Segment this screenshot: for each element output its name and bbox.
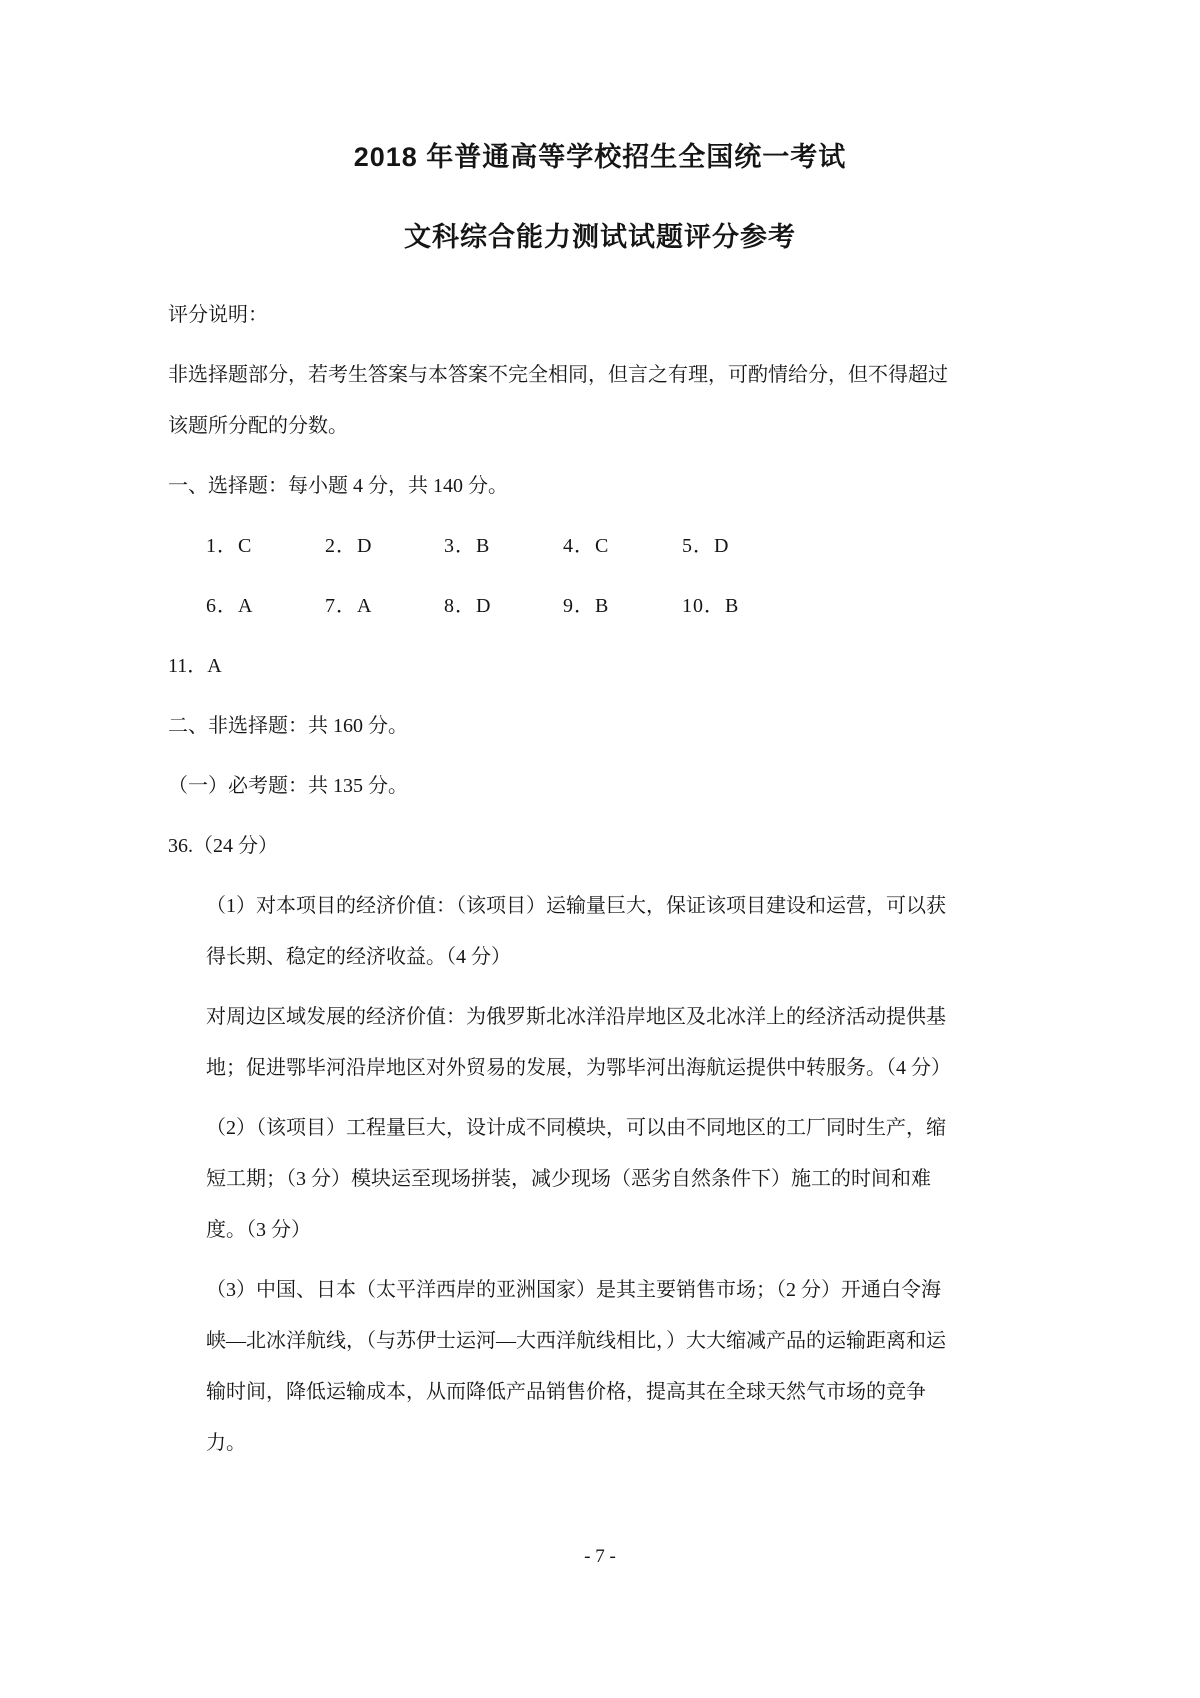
answer-line: 得长期、稳定的经济收益。（4 分）: [206, 946, 511, 968]
document-title-line1: 2018 年普通高等学校招生全国统一考试: [353, 142, 847, 172]
page-number: - 7 -: [584, 1546, 616, 1567]
section2-heading: 二、非选择题：共 160 分。: [168, 715, 408, 737]
mcq-answer-2: 2．D: [325, 535, 373, 557]
mcq-answer-7: 7．A: [325, 595, 373, 617]
answer-line: 力。: [206, 1432, 246, 1454]
scoring-note-heading: 评分说明：: [168, 304, 268, 326]
mcq-answer-3: 3．B: [444, 535, 491, 557]
mcq-answer-9: 9．B: [563, 595, 610, 617]
mcq-answer-11: 11．A: [168, 655, 222, 677]
mcq-answer-4: 4．C: [563, 535, 610, 557]
scoring-note-line: 非选择题部分，若考生答案与本答案不完全相同，但言之有理，可酌情给分，但不得超过: [168, 364, 948, 386]
mcq-answers-row-1: [168, 521, 1032, 572]
mcq-answers-row-2: [168, 581, 1032, 632]
question36-answer-3: [168, 1265, 1032, 1469]
answer-line: 度。（3 分）: [206, 1219, 311, 1241]
mcq-answer-10: 10．B: [682, 595, 740, 617]
answer-line: 输时间，降低运输成本，从而降低产品销售价格，提高其在全球天然气市场的竞争: [206, 1381, 926, 1403]
question36-answer-2: [168, 1103, 1032, 1256]
answer-line: 地；促进鄂毕河沿岸地区对外贸易的发展，为鄂毕河出海航运提供中转服务。（4 分）: [206, 1057, 951, 1079]
answer-line: （1）对本项目的经济价值：（该项目）运输量巨大，保证该项目建设和运营，可以获: [206, 895, 946, 917]
mcq-answer-1: 1．C: [206, 535, 253, 557]
section2-sub-heading: （一）必考题：共 135 分。: [168, 775, 408, 797]
section1-heading: 一、选择题：每小题 4 分，共 140 分。: [168, 475, 508, 497]
answer-line: （3）中国、日本（太平洋西岸的亚洲国家）是其主要销售市场；（2 分）开通白令海: [206, 1279, 941, 1301]
document-title-line2: 文科综合能力测试试题评分参考: [404, 222, 796, 252]
mcq-answer-8: 8．D: [444, 595, 492, 617]
question36-answer-1a: [168, 881, 1032, 983]
answer-line: （2）（该项目）工程量巨大，设计成不同模块，可以由不同地区的工厂同时生产，缩: [206, 1117, 946, 1139]
mcq-answer-5: 5．D: [682, 535, 730, 557]
mcq-answer-6: 6．A: [206, 595, 254, 617]
question36-answer-1b: [168, 992, 1032, 1094]
answer-line: 对周边区域发展的经济价值：为俄罗斯北冰洋沿岸地区及北冰洋上的经济活动提供基: [206, 1006, 946, 1028]
scoring-note-line: 该题所分配的分数。: [168, 415, 348, 437]
question36-heading: 36.（24 分）: [168, 835, 278, 857]
scoring-note-paragraph: [168, 350, 1032, 452]
answer-line: 短工期；（3 分）模块运至现场拼装，减少现场（恶劣自然条件下）施工的时间和难: [206, 1168, 931, 1190]
answer-line: 峡—北冰洋航线，（与苏伊士运河—大西洋航线相比，）大大缩减产品的运输距离和运: [206, 1330, 946, 1352]
